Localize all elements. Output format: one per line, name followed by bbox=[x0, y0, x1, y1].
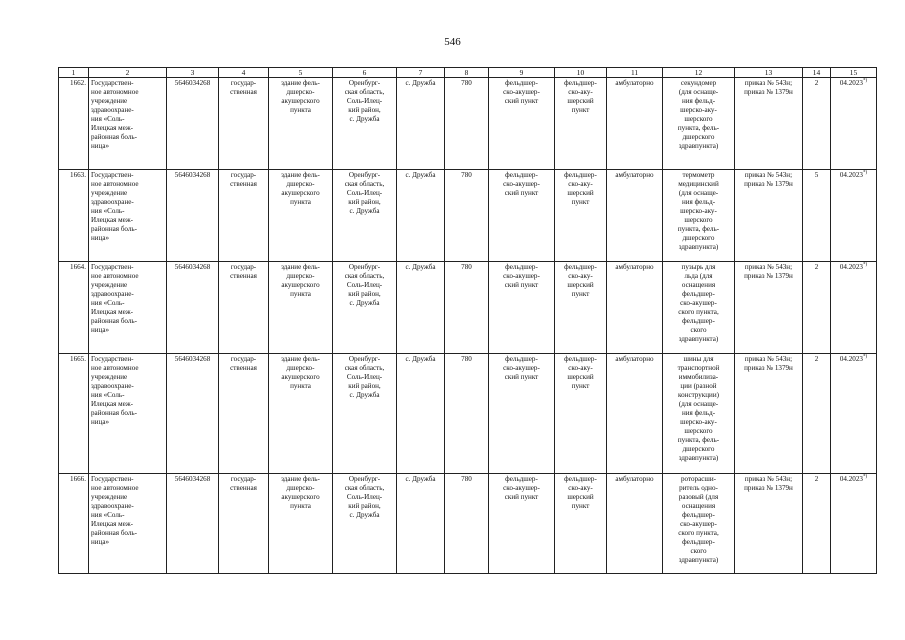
footnote-mark: *) bbox=[862, 170, 868, 176]
code-cell: 780 bbox=[445, 474, 489, 574]
date-value: 04.2023 bbox=[839, 475, 863, 483]
column-number: 6 bbox=[333, 68, 397, 78]
care-form-cell: амбулаторно bbox=[607, 78, 663, 170]
column-number: 13 bbox=[735, 68, 803, 78]
date-value: 04.2023 bbox=[839, 171, 863, 179]
register-table bbox=[58, 67, 877, 574]
column-number: 10 bbox=[555, 68, 607, 78]
ownership-cell: государ- ственная bbox=[219, 78, 269, 170]
date-value: 04.2023 bbox=[839, 355, 863, 363]
care-form-cell: амбулаторно bbox=[607, 262, 663, 354]
institution-cell: Государствен- ное автономное учреждение здравоохране- ния «Соль- Илецкая меж- районная боль- ница» bbox=[89, 170, 167, 262]
column-number: 11 bbox=[607, 68, 663, 78]
building-cell: здание фель- дшерско- акушерского пункта bbox=[269, 170, 333, 262]
date-cell bbox=[831, 354, 877, 474]
unit-type-cell: фельдшер- ско-акушер- ский пункт bbox=[489, 78, 555, 170]
unit-name-cell: фельдшер- ско-аку- шерский пункт bbox=[555, 354, 607, 474]
unit-type-cell: фельдшер- ско-акушер- ский пункт bbox=[489, 354, 555, 474]
footnote-mark: *) bbox=[862, 262, 868, 268]
care-form-cell: амбулаторно bbox=[607, 170, 663, 262]
settlement-cell: с. Дружба bbox=[397, 78, 445, 170]
column-number: 12 bbox=[663, 68, 735, 78]
row-number: 1664. bbox=[59, 262, 89, 354]
date-cell bbox=[831, 170, 877, 262]
equipment-cell: шины для транспортной иммобилиза- ции (разной конструкции) (для оснаще- ния фельд- шерско-аку- шерского пункта, фель- дшерского здравпункта) bbox=[663, 354, 735, 474]
basis-cell: приказ № 543н; приказ № 1379н bbox=[735, 78, 803, 170]
page-number: 546 bbox=[444, 36, 461, 48]
footnote-mark: *) bbox=[862, 354, 868, 360]
code-cell: 780 bbox=[445, 354, 489, 474]
basis-cell: приказ № 543н; приказ № 1379н bbox=[735, 262, 803, 354]
institution-cell: Государствен- ное автономное учреждение здравоохране- ния «Соль- Илецкая меж- районная боль- ница» bbox=[89, 78, 167, 170]
basis-cell: приказ № 543н; приказ № 1379н bbox=[735, 354, 803, 474]
basis-cell: приказ № 543н; приказ № 1379н bbox=[735, 170, 803, 262]
unit-name-cell: фельдшер- ско-аку- шерский пункт bbox=[555, 78, 607, 170]
column-number: 2 bbox=[89, 68, 167, 78]
institution-cell: Государствен- ное автономное учреждение здравоохране- ния «Соль- Илецкая меж- районная боль- ница» bbox=[89, 474, 167, 574]
column-number: 1 bbox=[59, 68, 89, 78]
column-number: 14 bbox=[803, 68, 831, 78]
table-row bbox=[59, 262, 877, 354]
date-cell bbox=[831, 474, 877, 574]
equipment-cell: секундомер (для оснаще- ния фельд- шерско-аку- шерского пункта, фель- дшерского здравпункта) bbox=[663, 78, 735, 170]
quantity-cell: 2 bbox=[803, 78, 831, 170]
unit-type-cell: фельдшер- ско-акушер- ский пункт bbox=[489, 170, 555, 262]
date-cell bbox=[831, 262, 877, 354]
row-number: 1665. bbox=[59, 354, 89, 474]
building-cell: здание фель- дшерско- акушерского пункта bbox=[269, 262, 333, 354]
quantity-cell: 5 bbox=[803, 170, 831, 262]
column-number-row bbox=[59, 68, 877, 78]
address-cell: Оренбург- ская область, Соль-Илец- кий район, с. Дружба bbox=[333, 354, 397, 474]
settlement-cell: с. Дружба bbox=[397, 354, 445, 474]
table-row bbox=[59, 170, 877, 262]
equipment-cell: термометр медицинский (для оснаще- ния фельд- шерско-аку- шерского пункта, фель- дшерского здравпункта) bbox=[663, 170, 735, 262]
ownership-cell: государ- ственная bbox=[219, 354, 269, 474]
settlement-cell: с. Дружба bbox=[397, 474, 445, 574]
date-value: 04.2023 bbox=[839, 263, 863, 271]
unit-type-cell: фельдшер- ско-акушер- ский пункт bbox=[489, 262, 555, 354]
column-number: 5 bbox=[269, 68, 333, 78]
inn-cell: 5646034268 bbox=[167, 78, 219, 170]
unit-name-cell: фельдшер- ско-аку- шерский пункт bbox=[555, 474, 607, 574]
code-cell: 780 bbox=[445, 170, 489, 262]
ownership-cell: государ- ственная bbox=[219, 262, 269, 354]
inn-cell: 5646034268 bbox=[167, 474, 219, 574]
inn-cell: 5646034268 bbox=[167, 262, 219, 354]
date-cell bbox=[831, 78, 877, 170]
quantity-cell: 2 bbox=[803, 262, 831, 354]
unit-name-cell: фельдшер- ско-аку- шерский пункт bbox=[555, 170, 607, 262]
care-form-cell: амбулаторно bbox=[607, 474, 663, 574]
row-number: 1662. bbox=[59, 78, 89, 170]
address-cell: Оренбург- ская область, Соль-Илец- кий район, с. Дружба bbox=[333, 262, 397, 354]
ownership-cell: государ- ственная bbox=[219, 474, 269, 574]
basis-cell: приказ № 543н; приказ № 1379н bbox=[735, 474, 803, 574]
equipment-cell: пузырь для льда (для оснащения фельдшер- ско-акушер- ского пункта, фельдшер- ского здравпункта) bbox=[663, 262, 735, 354]
address-cell: Оренбург- ская область, Соль-Илец- кий район, с. Дружба bbox=[333, 170, 397, 262]
footnote-mark: *) bbox=[862, 474, 868, 480]
code-cell: 780 bbox=[445, 262, 489, 354]
row-number: 1663. bbox=[59, 170, 89, 262]
column-number: 15 bbox=[831, 68, 877, 78]
institution-cell: Государствен- ное автономное учреждение здравоохране- ния «Соль- Илецкая меж- районная боль- ница» bbox=[89, 262, 167, 354]
date-value: 04.2023 bbox=[839, 79, 863, 87]
inn-cell: 5646034268 bbox=[167, 354, 219, 474]
table-row bbox=[59, 354, 877, 474]
care-form-cell: амбулаторно bbox=[607, 354, 663, 474]
settlement-cell: с. Дружба bbox=[397, 170, 445, 262]
institution-cell: Государствен- ное автономное учреждение здравоохране- ния «Соль- Илецкая меж- районная боль- ница» bbox=[89, 354, 167, 474]
building-cell: здание фель- дшерско- акушерского пункта bbox=[269, 78, 333, 170]
column-number: 3 bbox=[167, 68, 219, 78]
column-number: 7 bbox=[397, 68, 445, 78]
unit-type-cell: фельдшер- ско-акушер- ский пункт bbox=[489, 474, 555, 574]
settlement-cell: с. Дружба bbox=[397, 262, 445, 354]
code-cell: 780 bbox=[445, 78, 489, 170]
column-number: 8 bbox=[445, 68, 489, 78]
column-number: 9 bbox=[489, 68, 555, 78]
row-number: 1666. bbox=[59, 474, 89, 574]
quantity-cell: 2 bbox=[803, 354, 831, 474]
address-cell: Оренбург- ская область, Соль-Илец- кий район, с. Дружба bbox=[333, 474, 397, 574]
table-row bbox=[59, 78, 877, 170]
building-cell: здание фель- дшерско- акушерского пункта bbox=[269, 474, 333, 574]
ownership-cell: государ- ственная bbox=[219, 170, 269, 262]
table-row bbox=[59, 474, 877, 574]
inn-cell: 5646034268 bbox=[167, 170, 219, 262]
address-cell: Оренбург- ская область, Соль-Илец- кий район, с. Дружба bbox=[333, 78, 397, 170]
footnote-mark: *) bbox=[862, 78, 868, 84]
building-cell: здание фель- дшерско- акушерского пункта bbox=[269, 354, 333, 474]
quantity-cell: 2 bbox=[803, 474, 831, 574]
unit-name-cell: фельдшер- ско-аку- шерский пункт bbox=[555, 262, 607, 354]
equipment-cell: роторасши- ритель одно- разовый (для оснащения фельдшер- ско-акушер- ского пункта, фельдшер- ского здравпункта) bbox=[663, 474, 735, 574]
column-number: 4 bbox=[219, 68, 269, 78]
